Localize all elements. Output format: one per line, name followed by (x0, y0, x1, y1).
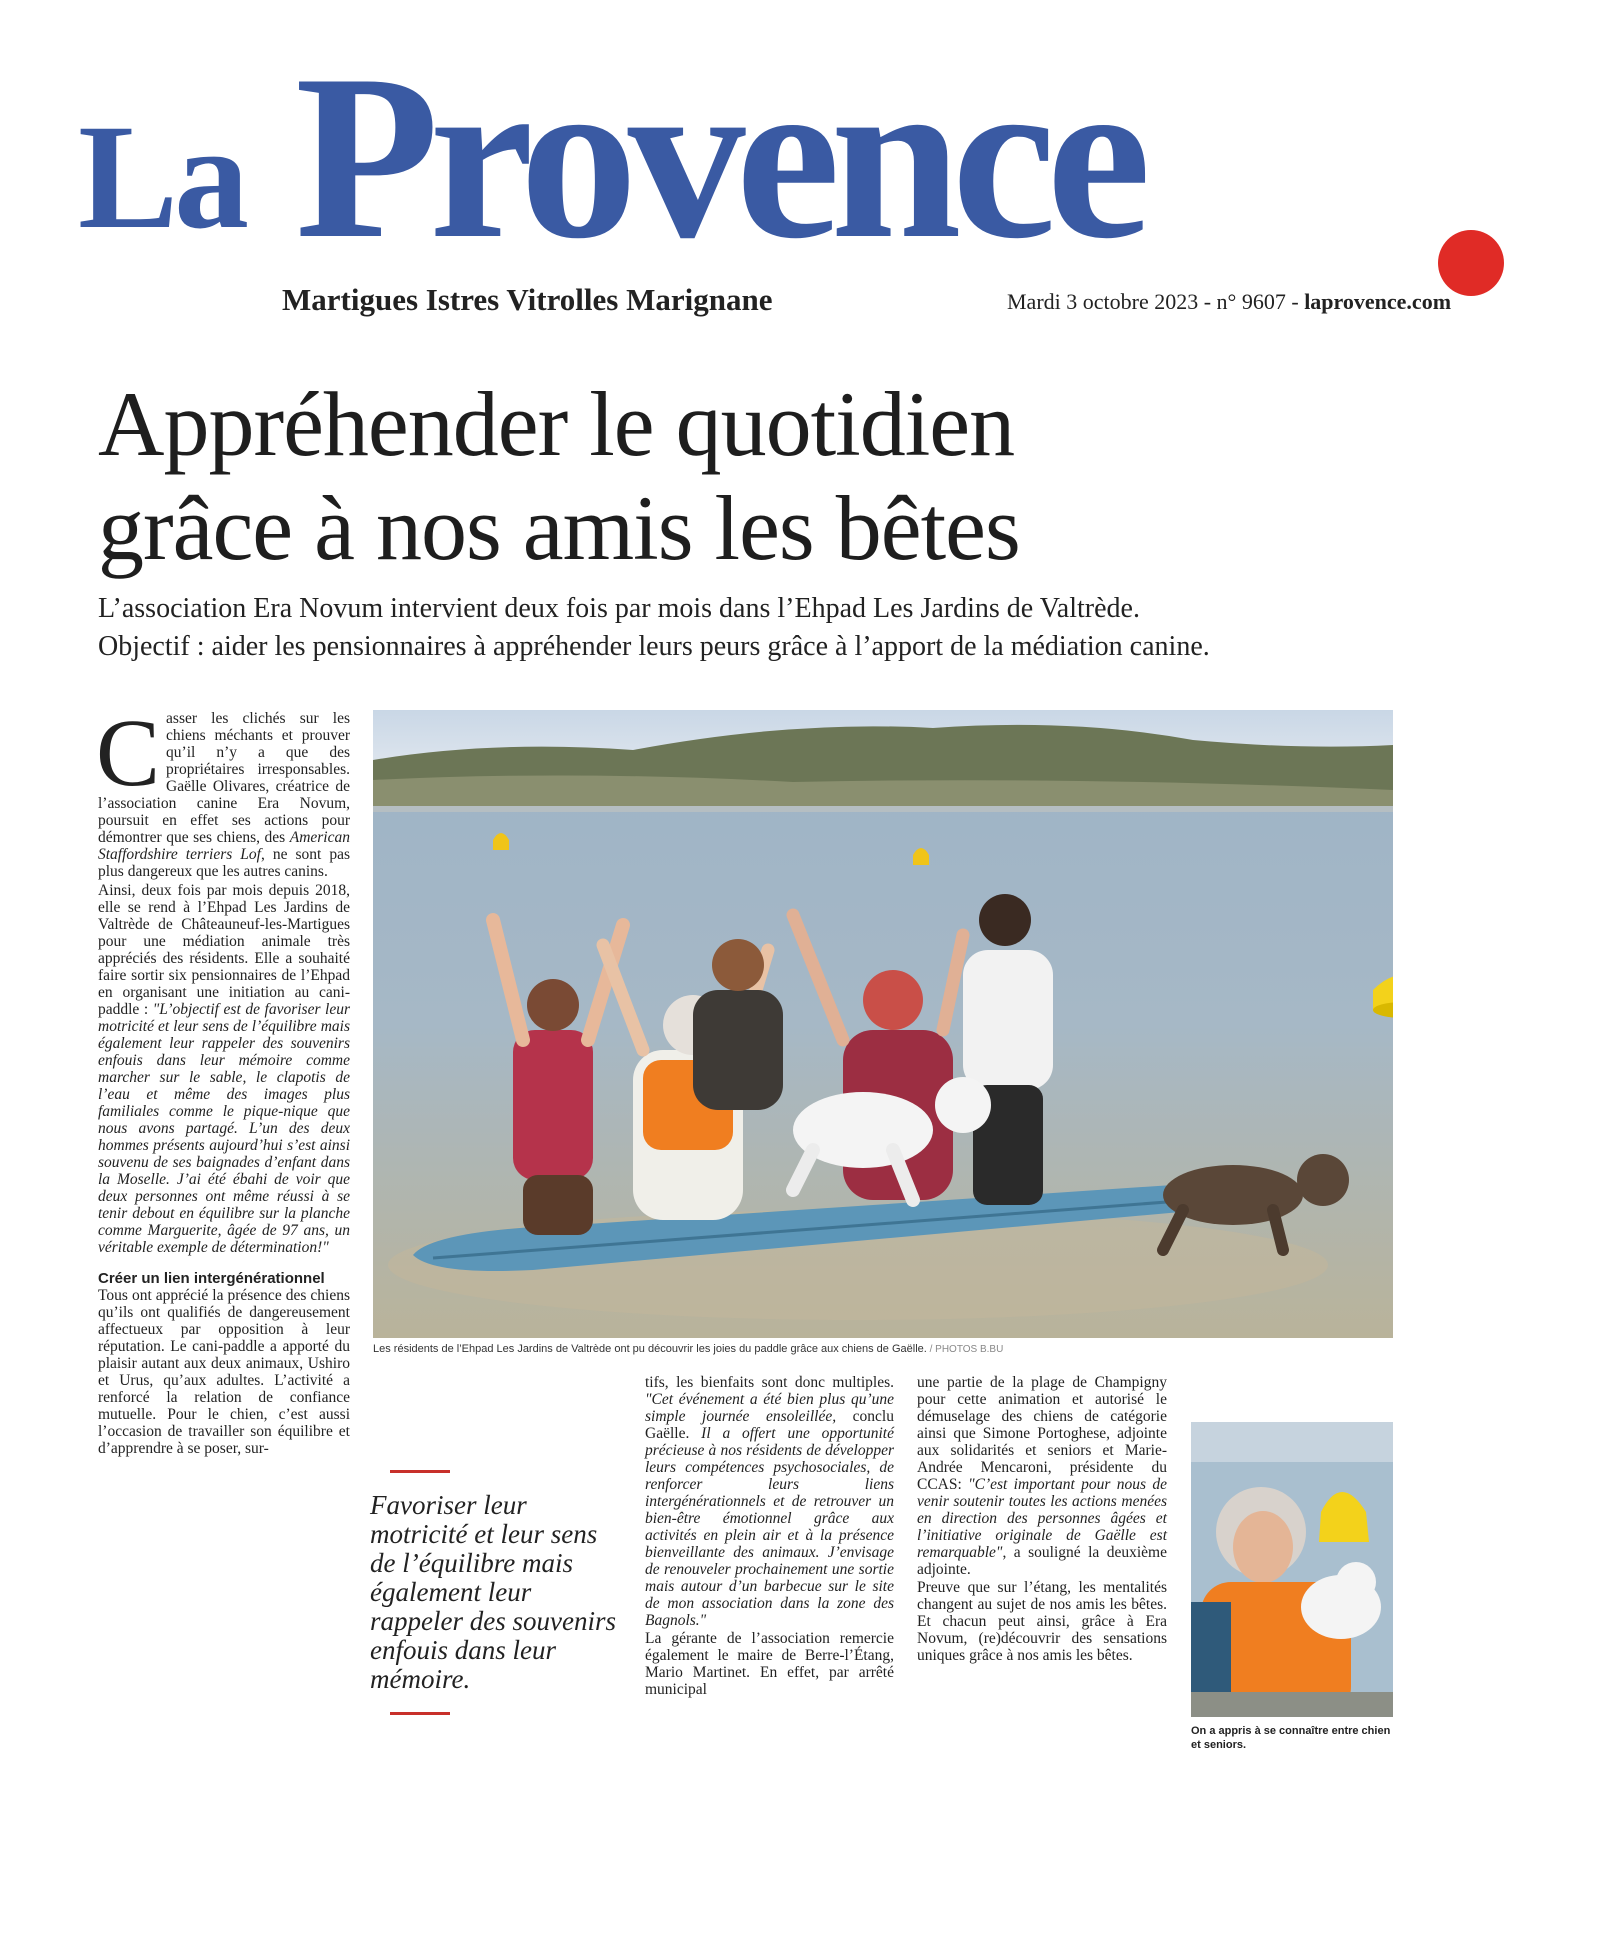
headline-line2: grâce à nos amis les bêtes (98, 477, 1020, 579)
photo-credit: / PHOTOS B.BU (926, 1344, 1004, 1355)
quote-italic: "Cet événement a été bien plus qu’une simple journée ensoleillée, (645, 1391, 894, 1425)
text-italic: American Staffordshire terriers Lof (98, 829, 350, 863)
main-photo (373, 710, 1393, 1338)
main-photo-caption (373, 1343, 1393, 1355)
dropcap: C (96, 699, 161, 806)
text: tifs, les bienfaits sont donc multiples. (645, 1374, 894, 1391)
paragraph (96, 699, 350, 880)
paragraph: Tous ont apprécié la présence des chiens qu’ils ont qualifiés de dangereusement affectueux par opposition à leur réputation. Le cani-paddle a apporté du plaisir autant aux deux animaux, Ushiro et Urus, qu’aux adultes. L’activité a renforcé la relation de confiance mutuelle. Pour le chien, c’est aussi l’occasion de travailler son équilibre et d’apprendre à se poser, sur- (98, 1287, 350, 1457)
logo-dot-icon (1438, 230, 1504, 296)
caption-text: Les résidents de l’Ehpad Les Jardins de Valtrède ont pu découvrir les joies du paddle grâce aux chiens de Gaëlle. (373, 1343, 927, 1355)
paragraph: Preuve que sur l’étang, les mentalités changent au sujet de nos amis les bêtes. Et chacun peut ainsi, grâce à Era Novum, (re)découvrir des sensations uniques grâce à nos amis les bêtes. (917, 1579, 1167, 1664)
quote-italic: Il a offert une opportunité précieuse à nos résidents de développer leurs compétences psychosociales, de renforcer leurs liens intergénérationnels et de retrouver un bien-être émotionnel grâce aux activités en plein air et à la présence bienveillante des animaux. J’envisage de renouveler prochainement une sortie mais autour d’un barbecue sur le site de mon association dans la zone des Bagnols." (645, 1425, 894, 1629)
headline-line1: Appréhender le quotidien (98, 373, 1015, 475)
text: , ne sont pas plus dangereux que les autres canins. (98, 846, 350, 880)
chapo (98, 590, 1498, 666)
text: , a souligné la deuxième adjointe. (917, 1544, 1167, 1578)
article-column-4 (917, 1374, 1167, 1665)
paragraph (917, 1374, 1167, 1578)
headline (98, 372, 1398, 580)
quote-italic: "L’objectif est de favoriser leur motricité et leur sens de l’équilibre mais également leur rappeler des souvenirs enfouis dans leur mémoire comme marcher sur le sable, le clapotis de l’eau et même des images plus familiales comme le pique-nique que nous avons partagé. L’un des deux hommes présents aujourd’hui s’est ainsi souvenu de ses baignades d’enfant dans la Moselle. J’ai été ébahi de voir que deux personnes ont même réussi à se tenir debout en équilibre sur la planche comme Marguerite, âgée de 97 ans, un véritable exemple de détermination!" (98, 1001, 351, 1256)
text: conclu Gaëlle. (645, 1408, 894, 1442)
date-issue: Mardi 3 octobre 2023 - n° 9607 - (1007, 289, 1305, 314)
paragraph (98, 882, 350, 1256)
text: Ainsi, deux fois par mois depuis 2018, elle se rend à l’Ehpad Les Jardins de Valtrède de Châteauneuf-les-Martigues pour une médiation animale très appréciés des résidents. Elle a souhaité faire sortir six pensionnaires de l’Ehpad en organisant une initiation au cani-paddle : (98, 882, 350, 1018)
secondary-photo (1191, 1422, 1393, 1717)
subhead: Créer un lien intergénérationnel (98, 1270, 325, 1287)
chapo-line2: Objectif : aider les pensionnaires à appréhender leurs peurs grâce à l’apport de la médiation canine. (98, 631, 1210, 662)
pull-quote-rule-bottom (390, 1712, 450, 1715)
dateline (1007, 289, 1451, 315)
text: asser les clichés sur les chiens méchants et prouver qu’il n’y a que des propriétaires irresponsables. Gaëlle Olivares, créatrice de l’association canine Era Novum, poursuit en effet ses actions pour démontrer que ses chiens, des (98, 710, 350, 846)
pull-quote-text: Favoriser leur motricité et leur sens de l’équilibre mais également leur rappeler des souvenirs enfouis dans leur mémoire. (370, 1490, 616, 1694)
text: une partie de la plage de Champigny pour cette animation et autorisé le démuselage des chiens de catégorie ainsi que Simone Portoghese, adjointe aux solidarités et seniors et Marie-Andrée Mencaroni, présidente du CCAS: (917, 1374, 1167, 1493)
masthead (70, 27, 1490, 288)
pull-quote (370, 1470, 618, 1715)
secondary-photo-caption: On a appris à se connaître entre chien et seniors. (1191, 1725, 1391, 1751)
site-url: laprovence.com (1304, 289, 1452, 314)
edition-region: Martigues Istres Vitrolles Marignane (282, 282, 773, 317)
article-column-3 (645, 1374, 894, 1699)
logo-provence: Provence (295, 27, 1142, 288)
quote-italic: "C’est important pour nous de venir soutenir toutes les actions menées en direction des personnes âgées et l’initiative originale de Gaëlle est remarquable" (917, 1476, 1167, 1561)
paragraph: La gérante de l’association remercie également le maire de Berre-l’Étang, Mario Martinet. En effet, par arrêté municipal (645, 1630, 894, 1698)
logo-la: La (78, 94, 246, 260)
chapo-line1: L’association Era Novum intervient deux fois par mois dans l’Ehpad Les Jardins de Valtrède. (98, 593, 1140, 624)
paragraph (645, 1374, 894, 1629)
article-column-1 (96, 699, 351, 1459)
